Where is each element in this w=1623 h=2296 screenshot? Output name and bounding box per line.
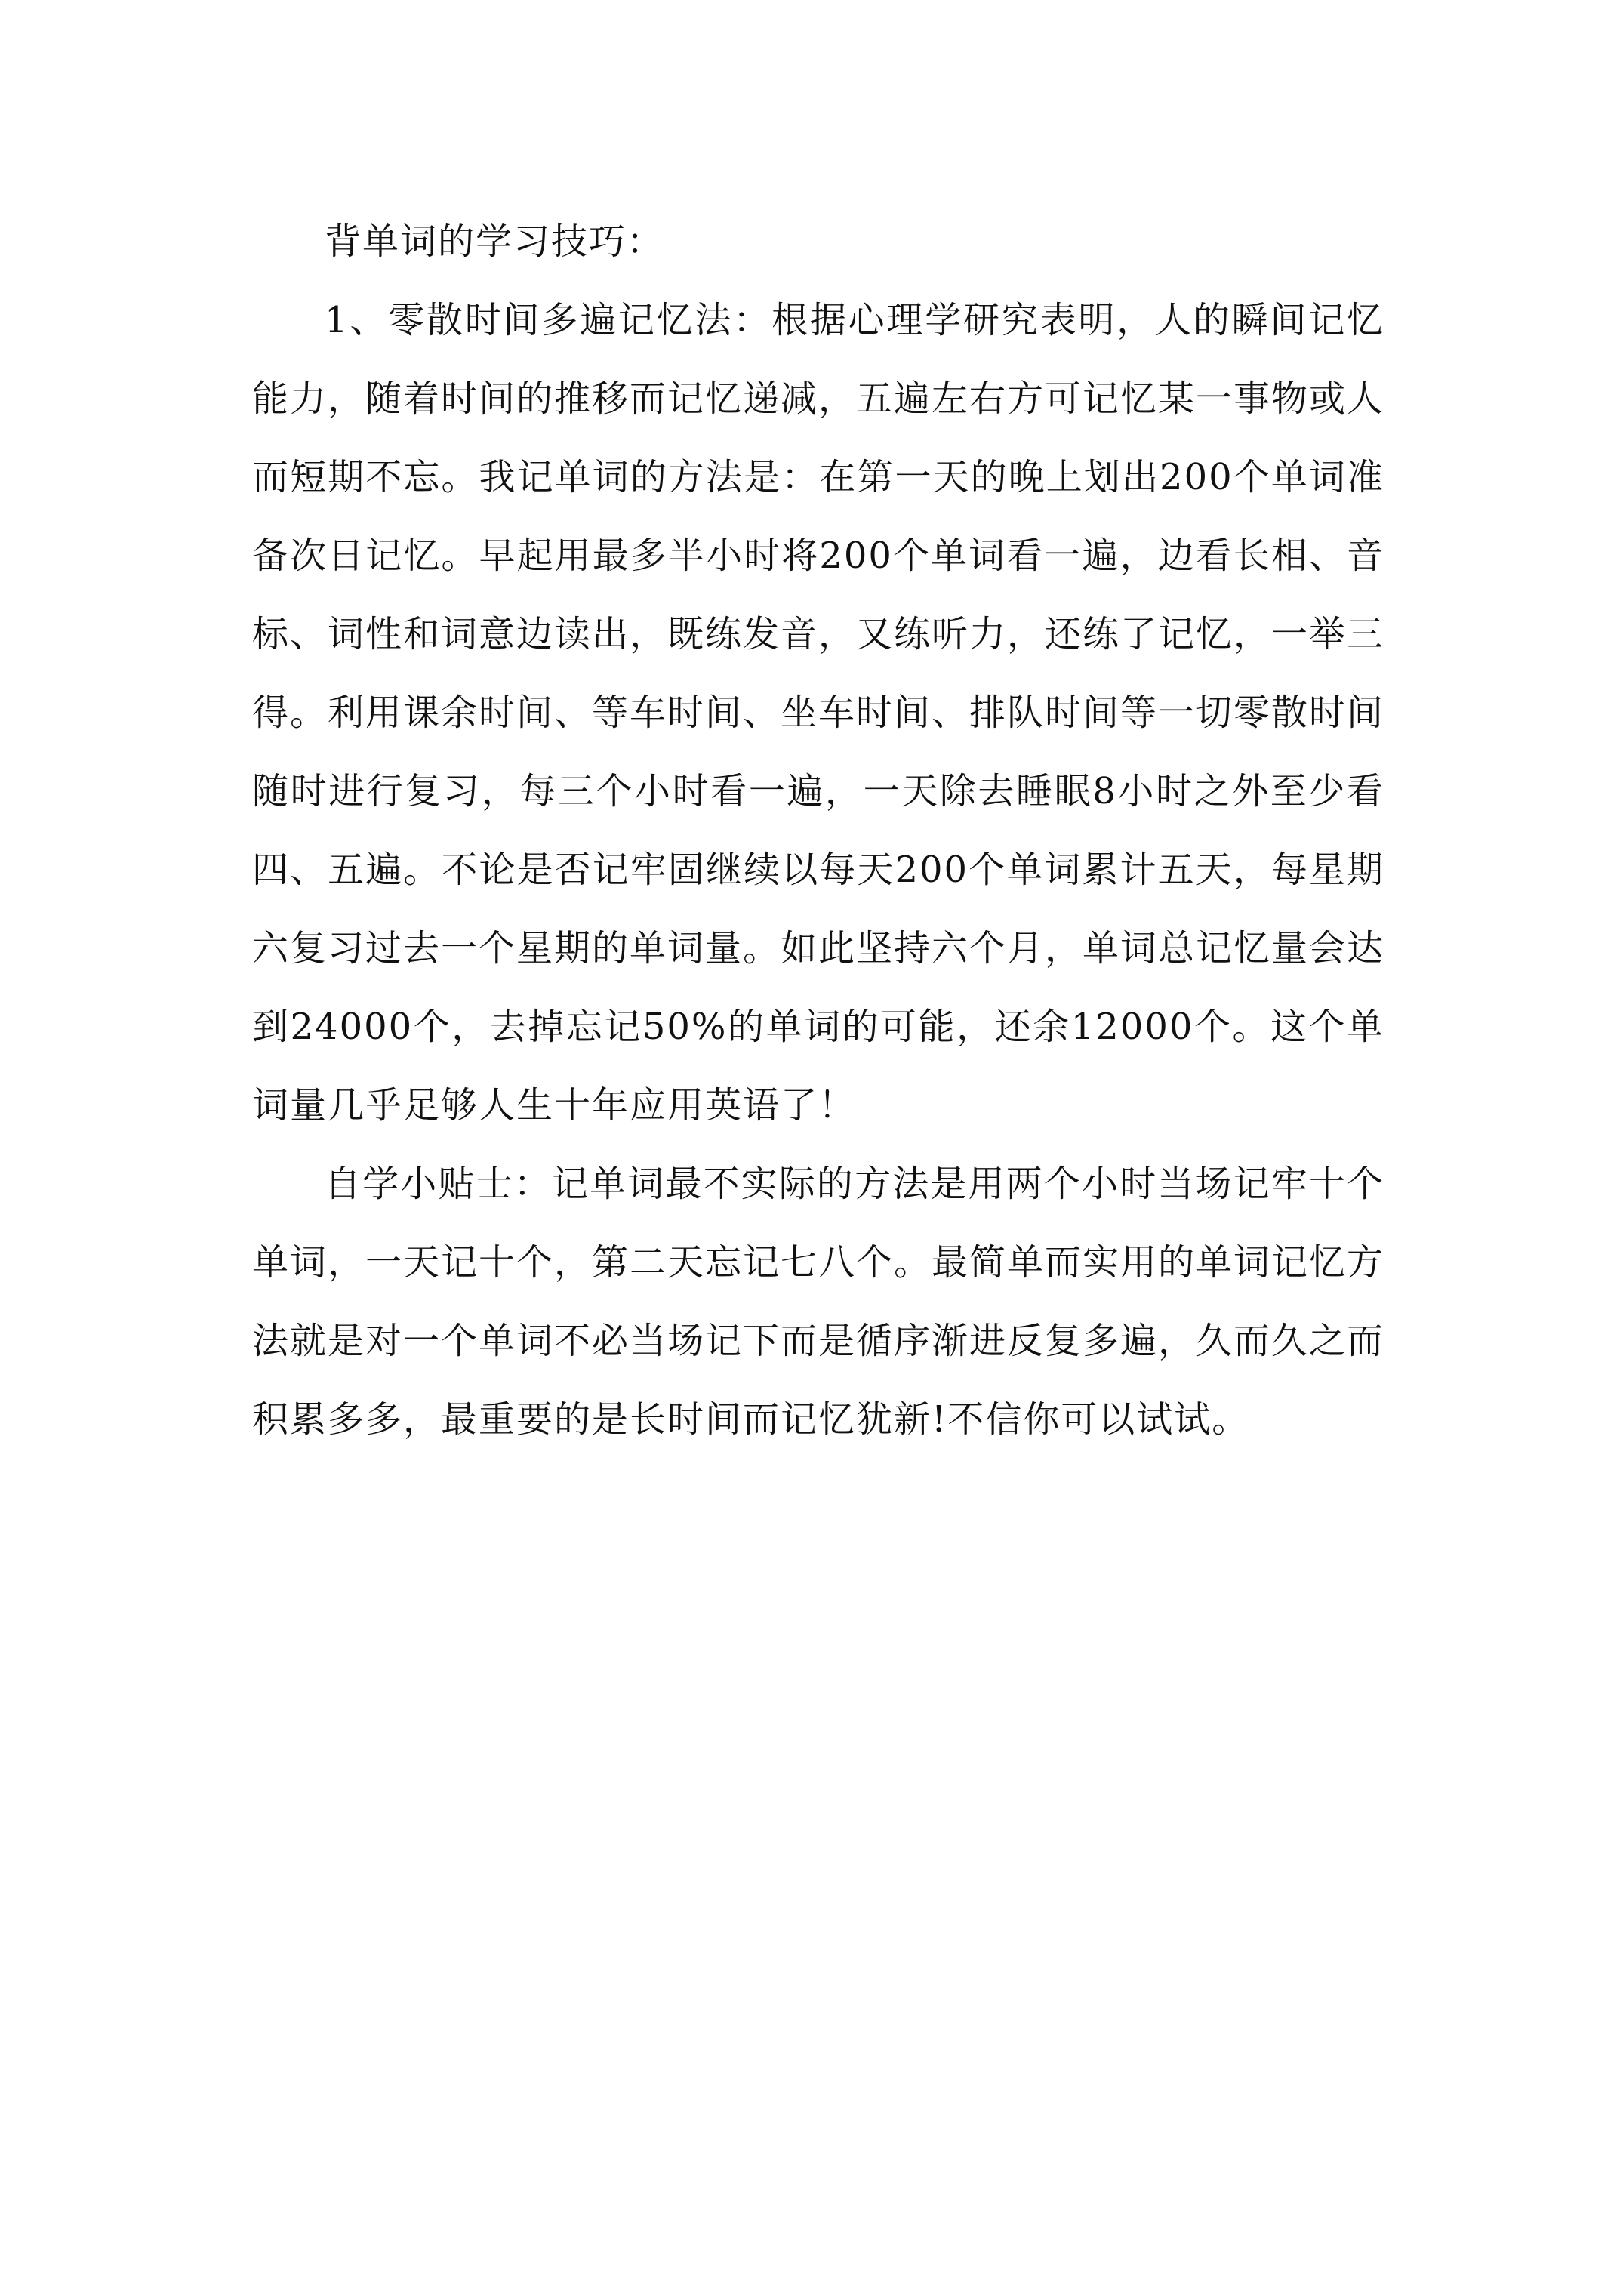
paragraph-method-1: 1、零散时间多遍记忆法：根据心理学研究表明，人的瞬间记忆能力，随着时间的推移而记忆递减，五遍左右方可记忆某一事物或人而短期不忘。我记单词的方法是：在第一天的晚上划出200个单词准备次日记忆。早起用最多半小时将200个单词看一遍，边看长相、音标、词性和词意边读出，既练发音，又练听力，还练了记忆，一举三得。利用课余时间、等车时间、坐车时间、排队时间等一切零散时间随时进行复习，每三个小时看一遍，一天除去睡眠8小时之外至少看四、五遍。不论是否记牢固继续以每天200个单词累计五天，每星期六复习过去一个星期的单词量。如此坚持六个月，单词总记忆量会达到24000个，去掉忘记50%的单词的可能，还余12000个。这个单词量几乎足够人生十年应用英语了！ [252, 299, 1385, 1126]
document-body [252, 202, 1384, 1459]
section-heading: 背单词的学习技巧： [325, 220, 665, 263]
paragraph-tips: 自学小贴士：记单词最不实际的方法是用两个小时当场记牢十个单词，一天记十个，第二天忘记七八个。最简单而实用的单词记忆方法就是对一个单词不必当场记下而是循序渐进反复多遍，久而久之而积累多多，最重要的是长时间而记忆犹新!不信你可以试试。 [252, 1163, 1385, 1441]
